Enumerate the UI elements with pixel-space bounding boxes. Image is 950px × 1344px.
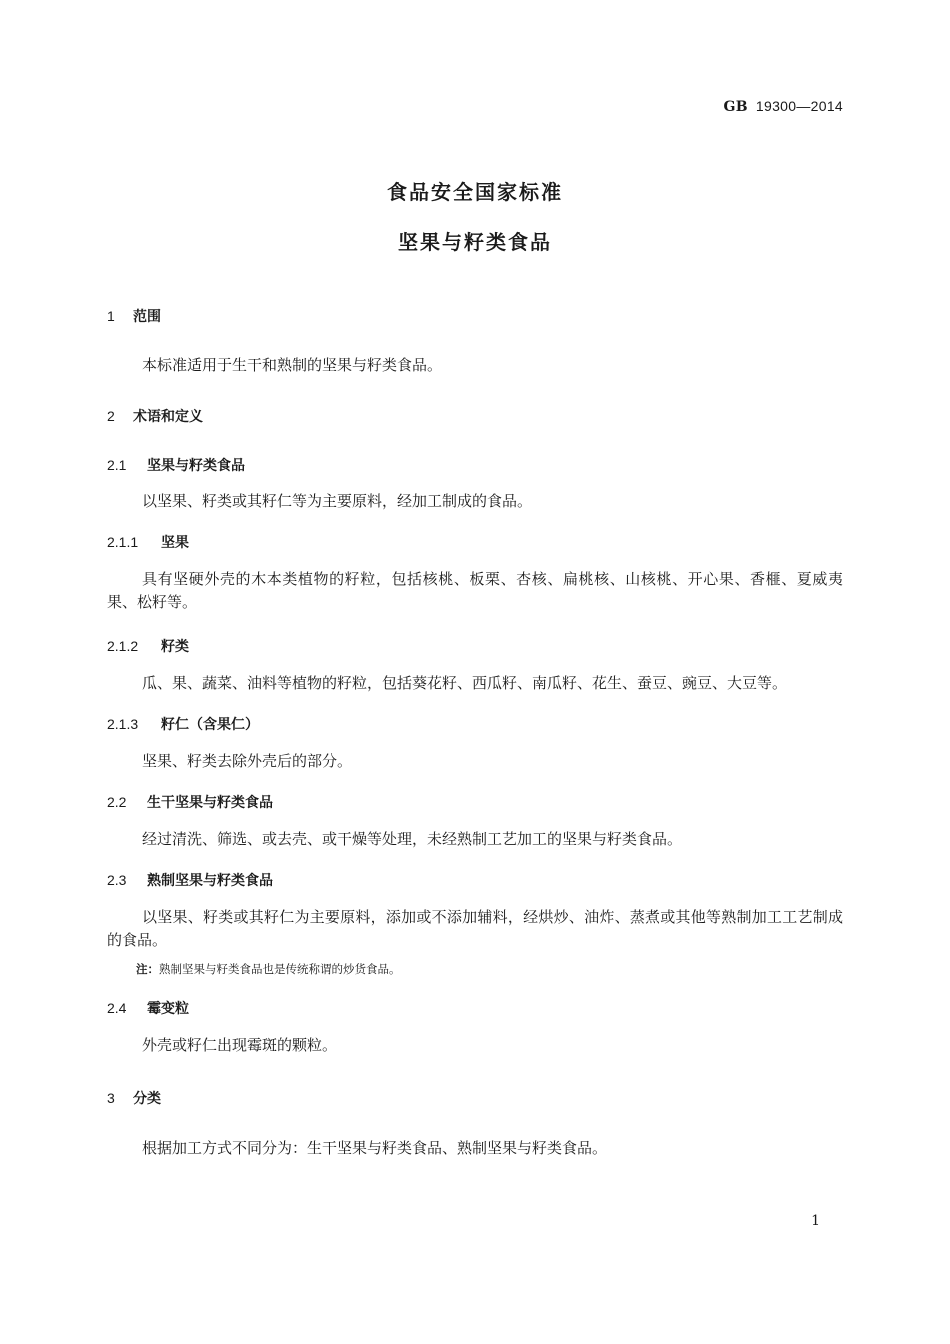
section-2-1-1-heading [107,532,189,552]
section-3-heading [107,1088,161,1108]
section-2-1-3-text: 坚果、籽类去除外壳后的部分。 [142,752,353,770]
section-title: 生干坚果与籽类食品 [147,795,273,811]
document-title-line1: 食品安全国家标准 [387,180,563,204]
section-title: 坚果与籽类食品 [147,458,245,474]
section-title: 熟制坚果与籽类食品 [147,873,273,889]
section-3-text: 根据加工方式不同分为：生干坚果与籽类食品、熟制坚果与籽类食品。 [142,1139,608,1157]
section-2-1-heading [107,455,245,475]
section-number: 2.3 [107,872,127,888]
section-2-4-heading [107,998,189,1018]
section-number: 2.2 [107,794,127,810]
document-title-line2: 坚果与籽类食品 [398,230,552,254]
page-number: 1 [811,1213,820,1229]
section-2-1-2-heading [107,636,189,656]
standard-number [724,98,843,115]
section-title: 坚果 [161,535,189,551]
section-number: 2.1 [107,457,127,473]
standard-code: 19300—2014 [755,98,843,114]
section-title: 霉变粒 [147,1001,189,1017]
section-2-4-text: 外壳或籽仁出现霉斑的颗粒。 [142,1036,338,1054]
section-2-1-text: 以坚果、籽类或其籽仁等为主要原料，经加工制成的食品。 [142,492,533,510]
section-title: 术语和定义 [133,409,203,425]
section-number: 2.4 [107,1000,127,1016]
section-2-3-note [136,961,401,977]
section-number: 2 [107,408,115,424]
note-label: 注： [136,962,159,976]
section-1-heading [107,306,161,326]
section-number: 3 [107,1090,115,1106]
section-2-2-text: 经过清洗、筛选、或去壳、或干燥等处理，未经熟制工艺加工的坚果与籽类食品。 [142,830,683,848]
section-number: 2.1.1 [107,534,139,550]
section-title: 范围 [133,309,161,325]
note-text: 熟制坚果与籽类食品也是传统称谓的炒货食品。 [159,962,401,976]
section-2-1-3-heading [107,714,259,734]
section-number: 2.1.3 [107,716,139,732]
section-number: 1 [107,308,115,324]
section-title: 籽仁（含果仁） [161,717,259,733]
section-2-heading [107,406,203,426]
section-number: 2.1.2 [107,638,139,654]
section-title: 分类 [133,1091,161,1107]
standard-prefix: GB [723,99,748,115]
section-2-3-text: 以坚果、籽类或其籽仁为主要原料，添加或不添加辅料，经烘炒、油炸、蒸煮或其他等熟制加工工艺制成的食品。 [107,908,843,949]
section-title: 籽类 [161,639,189,655]
section-2-3-heading [107,870,273,890]
section-1-text: 本标准适用于生干和熟制的坚果与籽类食品。 [142,356,443,374]
section-2-2-heading [107,792,273,812]
section-2-1-1-text: 具有坚硬外壳的木本类植物的籽粒，包括核桃、板栗、杏核、扁桃核、山核桃、开心果、香榧、夏威夷果、松籽等。 [107,570,843,611]
section-2-1-2-text: 瓜、果、蔬菜、油料等植物的籽粒，包括葵花籽、西瓜籽、南瓜籽、花生、蚕豆、豌豆、大豆等。 [142,674,788,692]
